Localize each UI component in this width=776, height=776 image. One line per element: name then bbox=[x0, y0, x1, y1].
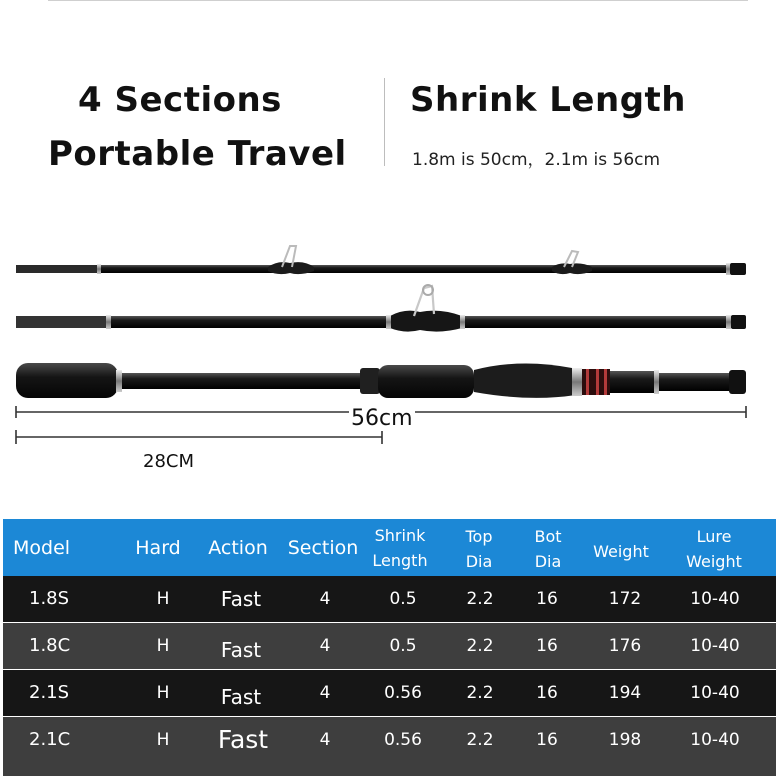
col-header-top-dia: Top Dia bbox=[465, 527, 493, 571]
cell-lure-weight: 10-40 bbox=[690, 636, 740, 656]
cell-bot-dia: 16 bbox=[536, 730, 558, 750]
headline-sections: 4 Sections bbox=[78, 80, 282, 120]
cell-model: 1.8S bbox=[29, 588, 70, 609]
cell-hard: H bbox=[156, 730, 170, 750]
cell-weight: 194 bbox=[608, 683, 642, 703]
measure-long-label: 56cm bbox=[351, 406, 413, 431]
cell-action: Fast bbox=[220, 638, 262, 662]
cell-hard: H bbox=[156, 636, 170, 656]
col-header-section: Section bbox=[287, 537, 359, 559]
cell-weight: 176 bbox=[608, 636, 642, 656]
shrink-length-subtitle: 1.8m is 50cm，2.1m is 56cm bbox=[412, 150, 661, 170]
table-row bbox=[3, 670, 776, 716]
spec-table-header bbox=[3, 519, 776, 576]
cell-hard: H bbox=[156, 589, 170, 609]
measure-short-label: 28CM bbox=[143, 451, 195, 472]
col-header-weight: Weight bbox=[593, 542, 649, 561]
measure-line-short bbox=[16, 430, 382, 444]
headline-shrink-length: Shrink Length bbox=[410, 80, 686, 120]
rod-section-tip bbox=[16, 246, 746, 275]
cell-section: 4 bbox=[319, 589, 331, 609]
cell-action: Fast bbox=[217, 725, 269, 754]
cell-bot-dia: 16 bbox=[536, 683, 558, 703]
cell-lure-weight: 10-40 bbox=[690, 589, 740, 609]
cell-hard: H bbox=[156, 683, 170, 703]
fishing-rod-sections-illustration bbox=[0, 230, 776, 480]
cell-section: 4 bbox=[319, 636, 331, 656]
cell-weight: 198 bbox=[608, 730, 642, 750]
cell-top-dia: 2.2 bbox=[466, 589, 494, 609]
cell-shrink-length: 0.56 bbox=[384, 730, 422, 750]
col-header-action: Action bbox=[208, 537, 268, 559]
rod-section-handle bbox=[16, 363, 746, 398]
cell-action: Fast bbox=[220, 587, 262, 611]
cell-top-dia: 2.2 bbox=[466, 683, 494, 703]
cell-shrink-length: 0.5 bbox=[389, 636, 417, 656]
cell-shrink-length: 0.56 bbox=[384, 683, 422, 703]
top-divider-line bbox=[48, 0, 748, 1]
cell-lure-weight: 10-40 bbox=[690, 683, 740, 703]
table-row bbox=[3, 717, 776, 776]
cell-model: 2.1C bbox=[29, 729, 71, 750]
col-header-shrink-length: Shrink Length bbox=[372, 526, 428, 570]
cell-section: 4 bbox=[319, 730, 331, 750]
table-row bbox=[3, 576, 776, 622]
table-row bbox=[3, 623, 776, 669]
rod-section-middle bbox=[16, 285, 746, 332]
cell-weight: 172 bbox=[608, 589, 642, 609]
cell-action: Fast bbox=[220, 685, 262, 709]
col-header-model: Model bbox=[13, 537, 71, 559]
col-header-lure-weight: Lure Weight bbox=[686, 527, 742, 571]
col-header-hard: Hard bbox=[135, 537, 181, 559]
cell-model: 1.8C bbox=[29, 635, 71, 656]
cell-shrink-length: 0.5 bbox=[389, 589, 417, 609]
cell-top-dia: 2.2 bbox=[466, 730, 494, 750]
cell-section: 4 bbox=[319, 683, 331, 703]
cell-lure-weight: 10-40 bbox=[690, 730, 740, 750]
headline-portable-travel: Portable Travel bbox=[48, 134, 347, 174]
cell-bot-dia: 16 bbox=[536, 636, 558, 656]
cell-top-dia: 2.2 bbox=[466, 636, 494, 656]
spec-table bbox=[3, 519, 776, 776]
headline-divider bbox=[384, 78, 385, 166]
col-header-bot-dia: Bot Dia bbox=[534, 527, 562, 571]
cell-bot-dia: 16 bbox=[536, 589, 558, 609]
cell-model: 2.1S bbox=[29, 682, 70, 703]
